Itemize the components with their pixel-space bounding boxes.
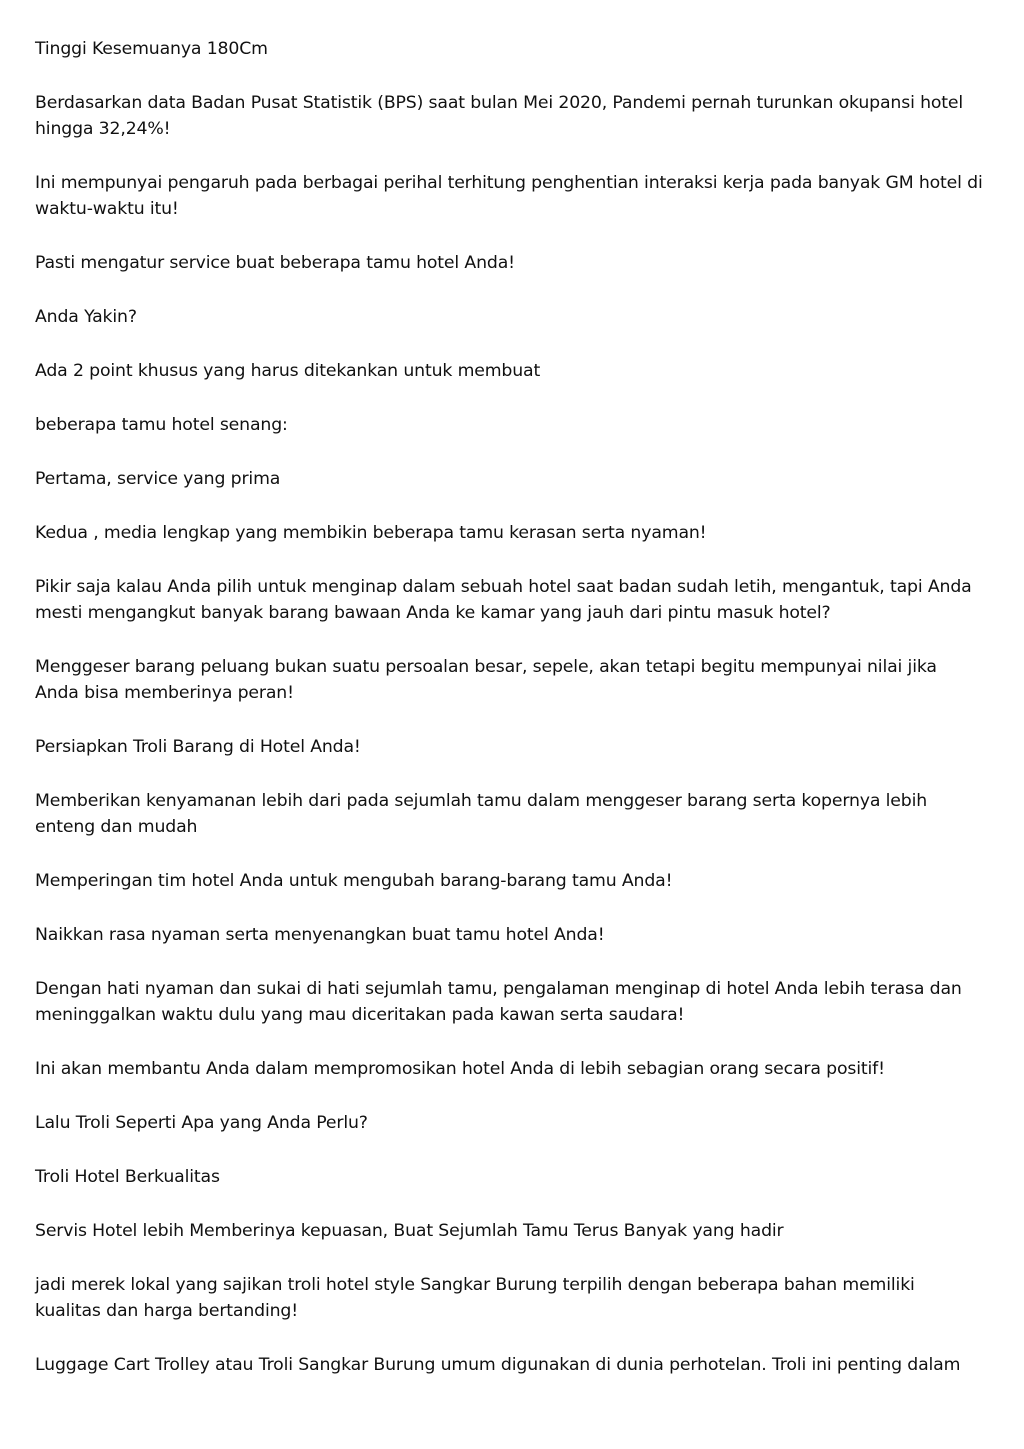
paragraph: beberapa tamu hotel senang: xyxy=(35,415,288,435)
paragraph: Pertama, service yang prima xyxy=(35,469,281,489)
paragraph: Lalu Troli Seperti Apa yang Anda Perlu? xyxy=(35,1113,368,1133)
paragraph: Naikkan rasa nyaman serta menyenangkan buat tamu hotel Anda! xyxy=(35,925,605,945)
paragraph: Ada 2 point khusus yang harus ditekankan untuk membuat xyxy=(35,361,541,381)
paragraph: Memperingan tim hotel Anda untuk mengubah barang-barang tamu Anda! xyxy=(35,871,673,891)
paragraph: jadi merek lokal yang sajikan troli hotel style Sangkar Burung terpilih dengan beberapa bahan memiliki kualitas dan harga bertanding! xyxy=(35,1275,915,1321)
paragraph: Kedua , media lengkap yang membikin beberapa tamu kerasan serta nyaman! xyxy=(35,523,707,543)
paragraph: Luggage Cart Trolley atau Troli Sangkar Burung umum digunakan di dunia perhotelan. Troli ini penting dalam xyxy=(35,1355,961,1375)
paragraph: Ini mempunyai pengaruh pada berbagai perihal terhitung penghentian interaksi kerja pada banyak GM hotel di waktu-waktu itu! xyxy=(35,173,983,219)
paragraph: Berdasarkan data Badan Pusat Statistik (BPS) saat bulan Mei 2020, Pandemi pernah turunkan okupansi hotel hingga 32,24%! xyxy=(35,93,964,139)
paragraph: Pikir saja kalau Anda pilih untuk menginap dalam sebuah hotel saat badan sudah letih, mengantuk, tapi Anda mesti mengangkut banyak barang bawaan Anda ke kamar yang jauh dari pintu masuk hotel? xyxy=(35,577,972,623)
document-body xyxy=(35,36,985,1406)
paragraph: Pasti mengatur service buat beberapa tamu hotel Anda! xyxy=(35,253,515,273)
paragraph: Memberikan kenyamanan lebih dari pada sejumlah tamu dalam menggeser barang serta kopernya lebih enteng dan mudah xyxy=(35,791,928,837)
paragraph: Menggeser barang peluang bukan suatu persoalan besar, sepele, akan tetapi begitu mempunyai nilai jika Anda bisa memberinya peran! xyxy=(35,657,937,703)
paragraph: Tinggi Kesemuanya 180Cm xyxy=(35,39,268,59)
paragraph: Servis Hotel lebih Memberinya kepuasan, Buat Sejumlah Tamu Terus Banyak yang hadir xyxy=(35,1221,784,1241)
paragraph: Dengan hati nyaman dan sukai di hati sejumlah tamu, pengalaman menginap di hotel Anda lebih terasa dan meninggalkan waktu dulu yang mau diceritakan pada kawan serta saudara! xyxy=(35,979,962,1025)
paragraph: Ini akan membantu Anda dalam mempromosikan hotel Anda di lebih sebagian orang secara positif! xyxy=(35,1059,885,1079)
paragraph: Anda Yakin? xyxy=(35,307,137,327)
paragraph: Troli Hotel Berkualitas xyxy=(35,1167,220,1187)
paragraph: Persiapkan Troli Barang di Hotel Anda! xyxy=(35,737,361,757)
